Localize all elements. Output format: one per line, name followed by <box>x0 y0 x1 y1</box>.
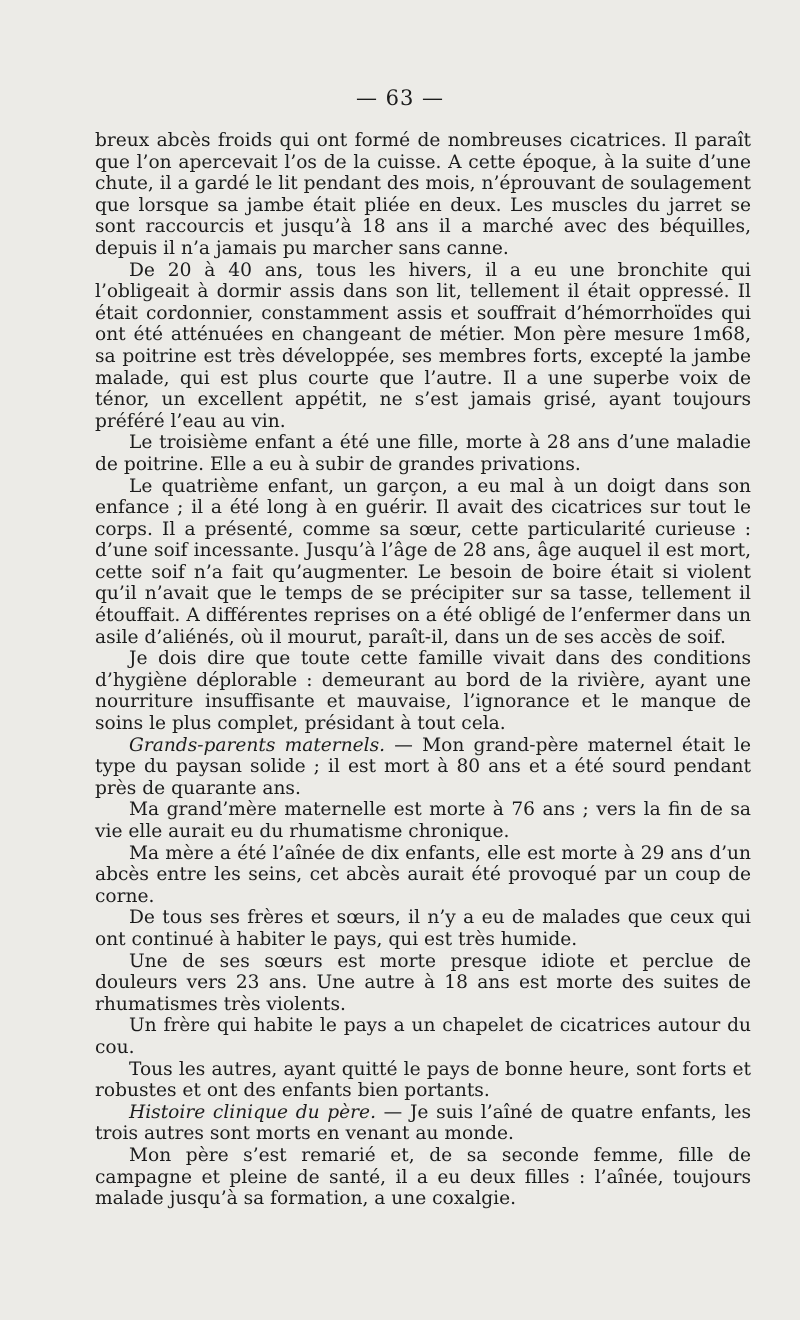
paragraph-text: Je dois dire que toute cette famille vivait dans des conditions d’hygiène déplorable : demeurant au bord de la rivière, ayant une nourriture insuffisante et mauvaise, l’ignorance et le manque de soins le plus complet, présidant à tout cela. <box>95 648 751 735</box>
paragraph-text: De tous ses frères et sœurs, il n’y a eu de malades que ceux qui ont continué à habiter le pays, qui est très humide. <box>95 907 751 950</box>
paragraph <box>95 735 751 800</box>
paragraph <box>95 1102 751 1145</box>
paragraph <box>95 648 751 734</box>
paragraph <box>95 843 751 908</box>
paragraph-text: Mon père s’est remarié et, de sa seconde femme, fille de campagne et pleine de santé, il a eu deux filles : l’aînée, toujours malade jusqu’à sa formation, a une coxalgie. <box>95 1144 751 1210</box>
paragraph <box>95 799 751 842</box>
page-number: — 63 — <box>355 86 445 110</box>
body-text <box>95 130 751 1210</box>
paragraph-text: Une de ses sœurs est morte presque idiote et perclue de douleurs vers 23 ans. Une autre à 18 ans est morte des suites de rhumatismes très violents. <box>95 950 751 1015</box>
paragraph-text: Ma mère a été l’aînée de dix enfants, elle est morte à 29 ans d’un abcès entre les seins, cet abcès aurait été provoqué par un coup de corne. <box>95 842 751 907</box>
paragraph <box>95 1145 751 1210</box>
paragraph-text: Le quatrième enfant, un garçon, a eu mal à un doigt dans son enfance ; il a été long à en guérir. Il avait des cicatrices sur tout le corps. Il a présenté, comme sa sœur, cette particularité curieuse : d’une soif incessante. Jusqu’à l’âge de 28 ans, âge auquel il est mort, cette soif n’a fait qu’augmenter. Le besoin de boire était si violent qu’il n’avait que le temps de se précipiter sur sa tasse, tellement il étouffait. A différentes reprises on a été obligé de l’enfermer dans un asile d’aliénés, où il mourut, paraît-il, dans un de ses accès de soif. <box>95 475 751 648</box>
paragraph-text: Le troisième enfant a été une fille, morte à 28 ans d’une maladie de poitrine. Elle a eu à subir de grandes privations. <box>95 432 751 475</box>
paragraph-text: Un frère qui habite le pays a un chapelet de cicatrices autour du cou. <box>95 1015 751 1058</box>
paragraph-text: breux abcès froids qui ont formé de nombreuses cicatrices. Il paraît que l’on apercevait l’os de la cuisse. A cette époque, à la suite d’une chute, il a gardé le lit pendant des mois, n’éprouvant de soulagement que lorsque sa jambe était pliée en deux. Les muscles du jarret se sont raccourcis et jusqu’à 18 ans il a marché avec des béquilles, depuis il n’a jamais pu marcher sans canne. <box>95 130 751 259</box>
paragraph-text: Tous les autres, ayant quitté le pays de bonne heure, sont forts et robustes et ont des enfants bien portants. <box>95 1058 751 1102</box>
paragraph <box>95 130 751 260</box>
paragraph <box>95 432 751 475</box>
paragraph <box>95 1059 751 1102</box>
paragraph <box>95 1015 751 1058</box>
paragraph-text: — Mon grand-père maternel était le type du paysan solide ; il est mort à 80 ans et a été sourd pendant près de quarante ans. <box>95 734 751 799</box>
paragraph <box>95 260 751 433</box>
section-heading: Grands-parents maternels. <box>129 734 386 756</box>
paragraph <box>95 476 751 649</box>
paragraph-text: Ma grand’mère maternelle est morte à 76 ans ; vers la fin de sa vie elle aurait eu du rhumatisme chronique. <box>95 799 751 842</box>
paragraph <box>95 951 751 1016</box>
paragraph <box>95 907 751 950</box>
section-heading: Histoire clinique du père. <box>129 1101 376 1123</box>
paragraph-text: De 20 à 40 ans, tous les hivers, il a eu une bronchite qui l’obligeait à dormir assis dans son lit, tellement il était oppressé. Il était cordonnier, constamment assis et souffrait d’hémorrhoïdes qui ont été atténuées en changeant de métier. Mon père mesure 1m68, sa poitrine est très développée, ses membres forts, excepté la jambe malade, qui est plus courte que l’autre. Il a une superbe voix de ténor, un excellent appétit, ne s’est jamais grisé, ayant toujours préféré l’eau au vin. <box>95 259 751 432</box>
paragraph-text: — Je suis l’aîné de quatre enfants, les trois autres sont morts en venant au monde. <box>95 1101 752 1145</box>
